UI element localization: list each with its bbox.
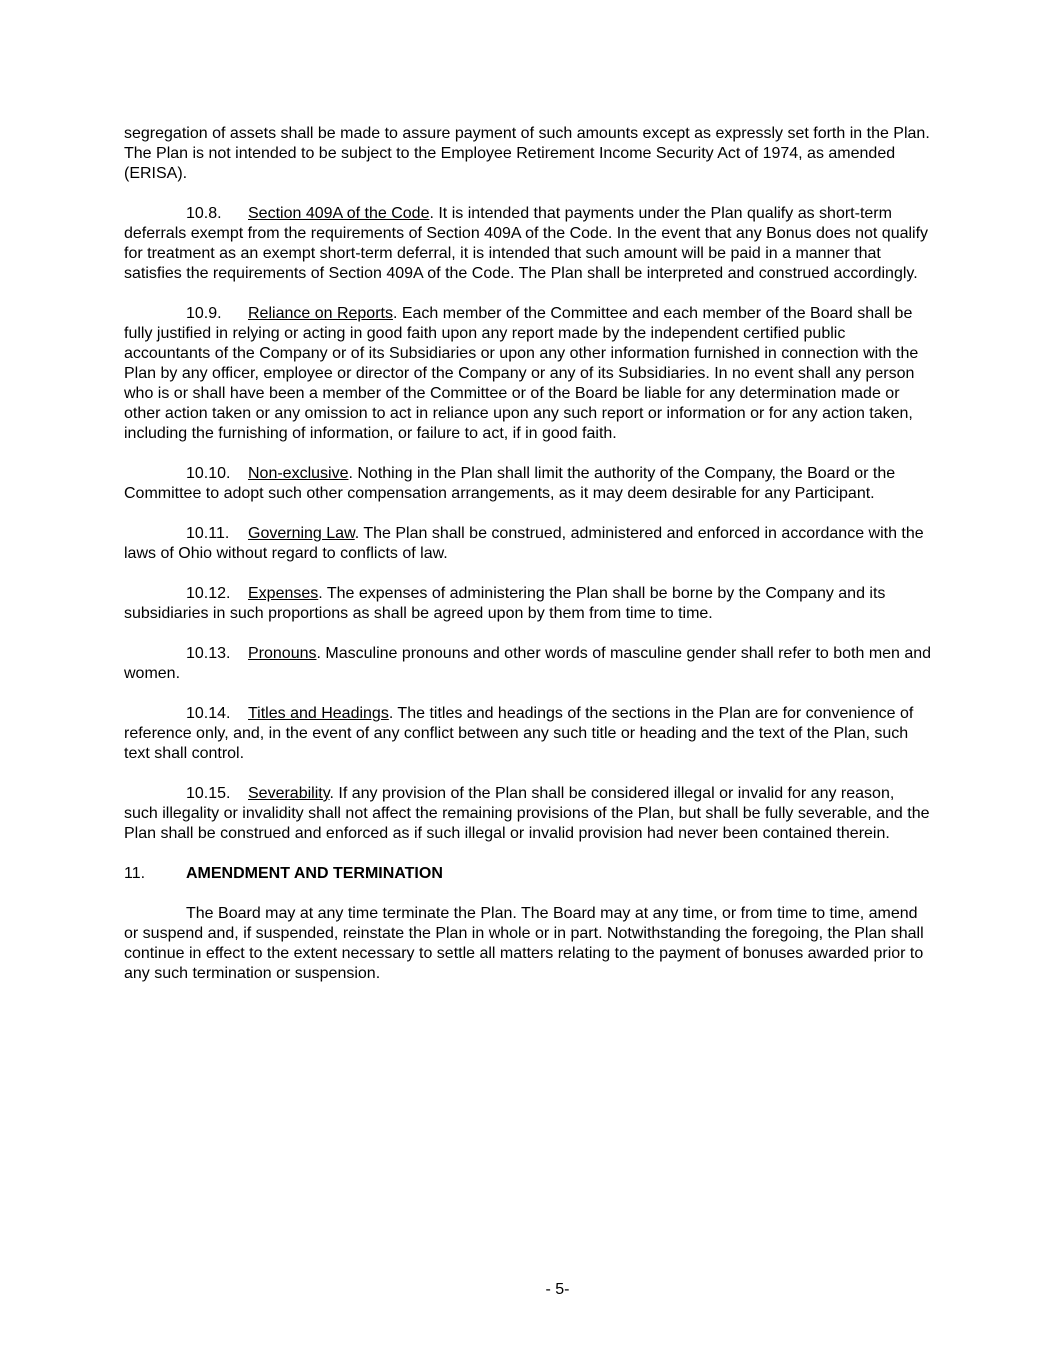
section-body: . The expenses of administering the Plan shall be borne by the Company and its subsidiaries in such proportions as shall be agreed upon by them from time to time.	[124, 585, 886, 622]
section-10-12	[124, 584, 932, 624]
section-body: . It is intended that payments under the Plan qualify as short-term deferrals exempt from the requirements of Section 409A of the Code. In the event that any Bonus does not qualify for treatment as an exempt short-term deferral, it is intended that such amount will be paid in a manner that satisfies the requirements of Section 409A of the Code. The Plan shall be interpreted and construed accordingly.	[124, 205, 929, 282]
continuation-paragraph: segregation of assets shall be made to assure payment of such amounts except as expressly set forth in the Plan. The Plan is not intended to be subject to the Employee Retirement Income Security Act of 1974, as amended (ERISA).	[124, 125, 930, 182]
section-number: 10.9.	[186, 305, 222, 322]
section-body: . Masculine pronouns and other words of masculine gender shall refer to both men and women.	[124, 645, 932, 682]
section-11-body	[124, 904, 932, 984]
section-title: AMENDMENT AND TERMINATION	[186, 865, 443, 882]
section-heading: Non-exclusive	[248, 465, 349, 482]
section-number: 10.14.	[186, 705, 231, 722]
document-page	[124, 124, 932, 1004]
section-10-8	[124, 204, 932, 284]
section-body: . Nothing in the Plan shall limit the authority of the Company, the Board or the Committee to adopt such other compensation arrangements, as it may deem desirable for any Participant.	[124, 465, 896, 502]
section-body: . The titles and headings of the sections in the Plan are for convenience of reference only, and, in the event of any conflict between any such title or heading and the text of the Plan, such text shall control.	[124, 705, 914, 762]
section-heading: Reliance on Reports	[248, 305, 393, 322]
section-10-11	[124, 524, 932, 564]
section-heading: Titles and Headings	[248, 705, 389, 722]
section-number: 10.13.	[186, 645, 231, 662]
section-heading: Severability	[248, 785, 330, 802]
section-10-9	[124, 304, 932, 444]
section-10-15	[124, 784, 932, 844]
section-number: 10.10.	[186, 465, 231, 482]
section-number: 10.11.	[186, 525, 230, 542]
section-10-13	[124, 644, 932, 684]
section-heading: Pronouns	[248, 645, 317, 662]
section-10-14	[124, 704, 932, 764]
section-body: . Each member of the Committee and each member of the Board shall be fully justified in relying or acting in good faith upon any report made by the independent certified public accountants of the Company or of its Subsidiaries or upon any other information furnished in connection with the Plan by any officer, employee or director of the Company or any of its Subsidiaries. In no event shall any person who is or shall have been a member of the Committee or of the Board be liable for any determination made or other action taken or any omission to act in reliance upon any such report or information or for any action taken, including the furnishing of information, or failure to act, if in good faith.	[124, 305, 919, 442]
page-number: - 5-	[545, 1281, 570, 1298]
section-body: The Board may at any time terminate the Plan. The Board may at any time, or from time to time, amend or suspend and, if suspended, reinstate the Plan in whole or in part. Notwithstanding the foregoing, the Plan shall continue in effect to the extent necessary to settle all matters relating to the payment of bonuses awarded prior to any such termination or suspension.	[124, 905, 924, 982]
section-body: . The Plan shall be construed, administered and enforced in accordance with the laws of Ohio without regard to conflicts of law.	[124, 525, 924, 562]
section-body: . If any provision of the Plan shall be considered illegal or invalid for any reason, such illegality or invalidity shall not affect the remaining provisions of the Plan, but shall be fully severable, and the Plan shall be construed and enforced as if such illegal or invalid provision had never been contained therein.	[124, 785, 930, 842]
section-number: 10.8.	[186, 205, 222, 222]
section-number: 11.	[124, 865, 146, 882]
section-11-heading	[124, 864, 932, 884]
section-heading: Expenses	[248, 585, 319, 602]
section-number: 10.15.	[186, 785, 231, 802]
section-heading: Governing Law	[248, 525, 355, 542]
section-heading: Section 409A of the Code	[248, 205, 430, 222]
section-number: 10.12.	[186, 585, 231, 602]
section-10-10	[124, 464, 932, 504]
